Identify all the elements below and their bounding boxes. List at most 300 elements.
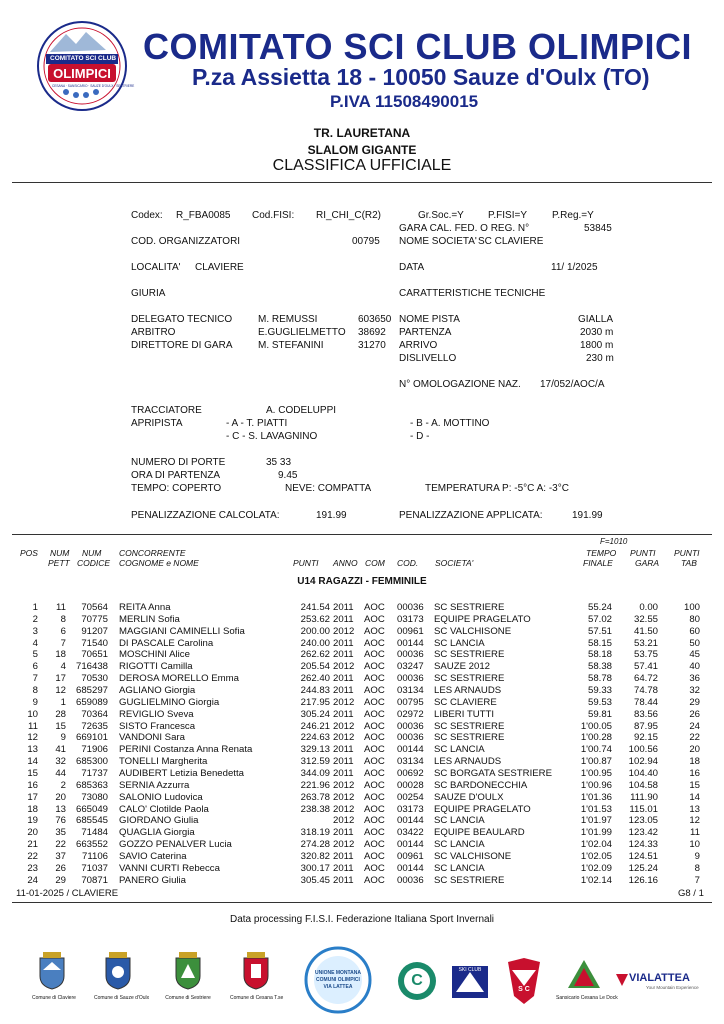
cell-punti: 262.62	[300, 649, 330, 661]
cell-com: AOC	[364, 851, 385, 863]
table-row	[0, 638, 724, 650]
dislivello-label: DISLIVELLO	[399, 353, 457, 364]
nome-soc-label: NOME SOCIETA'	[399, 236, 477, 247]
cell-cod: 03247	[397, 661, 424, 673]
divider-footer	[12, 902, 712, 903]
footer-page: G8 / 1	[678, 888, 704, 899]
c-logo-letter: C	[411, 972, 423, 989]
cell-cod: 00036	[397, 673, 424, 685]
cell-com: AOC	[364, 779, 385, 791]
cell-com: AOC	[364, 803, 385, 815]
cell-codice: 685300	[75, 756, 108, 768]
cell-cod: 00028	[397, 779, 424, 791]
cell-punti: 305.45	[300, 874, 330, 886]
footer-date-place: 11-01-2025 / CLAVIERE	[16, 888, 119, 899]
cell-punti: 253.62	[300, 613, 330, 625]
cell-codice: 659089	[75, 696, 108, 708]
cell-pos: 5	[32, 649, 38, 661]
cell-anno: 2011	[333, 874, 354, 886]
data-label: DATA	[399, 262, 425, 273]
codfisi-label: Cod.FISI:	[252, 210, 295, 221]
temperatura: TEMPERATURA P: -5°C A: -3°C	[425, 483, 569, 494]
hdr-pos: POS	[20, 548, 38, 558]
cell-societa: SC CLAVIERE	[434, 696, 497, 708]
cell-com: AOC	[364, 625, 385, 637]
cell-punti-tab: 100	[683, 602, 700, 613]
ora: 9.45	[278, 470, 298, 481]
cell-pett: 2	[60, 779, 66, 791]
cell-punti: 318.19	[300, 827, 330, 839]
delegato-label: DELEGATO TECNICO	[131, 314, 233, 325]
cell-cod: 00036	[397, 649, 424, 661]
cell-codice: 70651	[81, 649, 108, 661]
cell-tempo: 1'02.04	[580, 839, 612, 851]
ski-club-logo	[450, 964, 490, 1000]
cell-tempo: 58.18	[587, 649, 612, 661]
giuria-label: GIURIA	[131, 288, 166, 299]
hdr-concorrente-2: COGNOME e NOME	[119, 558, 199, 568]
codex-label: Codex:	[131, 210, 163, 221]
cell-pett: 76	[55, 815, 66, 827]
cell-punti-tab: 22	[689, 732, 700, 744]
cell-societa: SC SESTRIERE	[434, 732, 505, 744]
cell-tempo: 59.53	[587, 696, 612, 708]
cell-anno: 2012	[333, 839, 355, 851]
cell-tempo: 1'00.87	[580, 756, 612, 768]
cell-anno: 2011	[333, 602, 354, 613]
sestriere-crest	[164, 950, 212, 1001]
cell-punti-gara: 57.41	[633, 661, 658, 673]
cell-codice: 685297	[75, 685, 108, 697]
cell-codice: 669101	[75, 732, 108, 744]
tempo-label: TEMPO: COPERTO	[131, 483, 222, 494]
direttore-name: M. STEFANINI	[258, 340, 324, 351]
cell-punti-gara: 126.16	[628, 874, 658, 886]
cell-punti: 246.21	[300, 720, 330, 732]
cell-punti-gara: 0.00	[639, 602, 658, 613]
cell-com: AOC	[364, 613, 385, 625]
cell-anno: 2011	[333, 649, 354, 661]
sc-logo	[504, 956, 544, 1006]
cell-name: SERNIA Azzurra	[119, 779, 190, 791]
cell-punti: 224.63	[300, 732, 330, 744]
cell-cod: 00961	[397, 625, 424, 637]
unione-montana-logo	[304, 946, 372, 1014]
cesana-crest	[230, 950, 282, 1001]
cell-anno: 2011	[333, 851, 354, 863]
cell-com: AOC	[364, 720, 385, 732]
dislivello: 230 m	[586, 353, 614, 364]
cell-pett: 44	[55, 768, 66, 780]
cell-tempo: 59.33	[587, 685, 612, 697]
cell-tempo: 1'01.53	[580, 803, 612, 815]
cell-name: PANERO Giulia	[119, 874, 186, 886]
table-row	[0, 744, 724, 756]
table-row	[0, 851, 724, 863]
partenza: 2030 m	[580, 327, 614, 338]
hdr-pgara-1: PUNTI	[630, 548, 656, 558]
cell-societa: EQUIPE BEAULARD	[434, 827, 525, 839]
arbitro-code: 38692	[358, 327, 386, 338]
cell-com: AOC	[364, 673, 385, 685]
hdr-ptab-1: PUNTI	[674, 548, 700, 558]
cell-punti: 263.78	[300, 791, 330, 803]
sauze-label: Comune di Sauze d'Oulx	[94, 995, 150, 1001]
cell-pos: 13	[27, 744, 38, 756]
table-row	[0, 863, 724, 875]
cesana-label: Comune di Cesana T.se	[230, 995, 284, 1001]
hdr-num-cod-2: CODICE	[77, 558, 111, 568]
cell-punti-tab: 14	[689, 791, 700, 803]
cell-com: AOC	[364, 874, 385, 886]
apripista-label: APRIPISTA	[131, 418, 183, 429]
cell-punti-gara: 124.33	[628, 839, 658, 851]
cell-tempo: 1'02.14	[580, 874, 612, 886]
cell-punti-gara: 87.95	[633, 720, 658, 732]
cell-cod: 00795	[397, 696, 424, 708]
cell-pett: 7	[60, 637, 66, 649]
cell-pett: 22	[55, 839, 66, 851]
cell-cod: 00036	[397, 602, 424, 613]
cell-pos: 9	[32, 696, 38, 708]
vialattea-label: VIALATTEA	[629, 972, 690, 984]
ora-label: ORA DI PARTENZA	[131, 470, 221, 481]
cell-anno: 2012	[333, 815, 355, 827]
vialattea-logo	[616, 972, 712, 1002]
codex: R_FBA0085	[176, 210, 231, 221]
table-row	[0, 685, 724, 697]
cell-name: SAVIO Caterina	[119, 851, 187, 863]
cell-punti: 344.09	[300, 768, 330, 780]
sauze-crest	[94, 950, 150, 1001]
hdr-cod: COD.	[397, 558, 419, 568]
cell-societa: SC LANCIA	[434, 839, 485, 851]
cell-societa: SC LANCIA	[434, 637, 485, 649]
cell-punti-tab: 8	[694, 862, 700, 874]
cell-societa: SC VALCHISONE	[434, 851, 512, 863]
cell-pett: 8	[60, 613, 66, 625]
cell-punti: 305.24	[300, 708, 330, 720]
cell-pos: 16	[27, 779, 38, 791]
cell-pos: 23	[27, 862, 38, 874]
cell-punti: 221.96	[300, 779, 330, 791]
cell-punti-tab: 36	[689, 673, 700, 685]
table-row	[0, 875, 724, 887]
hdr-concorrente-1: CONCORRENTE	[119, 548, 186, 558]
cell-name: SALONIO Ludovica	[119, 791, 203, 803]
cell-anno: 2011	[333, 673, 354, 685]
cell-pett: 29	[55, 874, 66, 886]
omologazione-label: N° OMOLOGAZIONE NAZ.	[399, 379, 521, 390]
caratteristiche-label: CARATTERISTICHE TECNICHE	[399, 288, 546, 299]
cell-cod: 00144	[397, 744, 424, 756]
cell-punti-gara: 125.24	[628, 862, 658, 874]
cell-codice: 70871	[81, 874, 108, 886]
hdr-punti: PUNTI	[293, 558, 319, 568]
cell-tempo: 1'00.95	[580, 768, 612, 780]
cell-tempo: 57.02	[587, 613, 612, 625]
cell-com: AOC	[364, 862, 385, 874]
cell-anno: 2011	[333, 862, 354, 874]
cell-codice: 685545	[75, 815, 108, 827]
cell-com: AOC	[364, 708, 385, 720]
cell-punti: 241.54	[300, 602, 330, 613]
hdr-pgara-2: GARA	[635, 558, 660, 568]
cell-punti-gara: 41.50	[633, 625, 658, 637]
cell-tempo: 59.81	[587, 708, 612, 720]
arbitro-label: ARBITRO	[131, 327, 176, 338]
table-row	[0, 709, 724, 721]
cell-anno: 2011	[333, 685, 354, 697]
cell-punti: 240.00	[300, 637, 330, 649]
cell-codice: 91207	[81, 625, 108, 637]
table-row	[0, 839, 724, 851]
cell-anno: 2011	[333, 708, 354, 720]
cell-anno: 2012	[333, 661, 355, 673]
cell-tempo: 1'02.05	[580, 851, 612, 863]
arrivo-label: ARRIVO	[399, 340, 438, 351]
cell-societa: SC LANCIA	[434, 862, 485, 874]
cell-codice: 71737	[81, 768, 108, 780]
cell-cod: 00144	[397, 637, 424, 649]
cell-punti: 244.83	[300, 685, 330, 697]
cell-com: AOC	[364, 696, 385, 708]
cell-punti-tab: 16	[689, 768, 700, 780]
cell-tempo: 58.78	[587, 673, 612, 685]
pista: GIALLA	[578, 314, 614, 325]
cell-punti-gara: 53.21	[633, 637, 658, 649]
cell-pett: 4	[60, 661, 66, 673]
cell-punti-tab: 24	[689, 720, 700, 732]
cell-com: AOC	[364, 602, 385, 613]
cell-name: DI PASCALE Carolina	[119, 637, 214, 649]
cell-societa: SC BORGATA SESTRIERE	[434, 768, 552, 780]
cell-pos: 21	[27, 839, 38, 851]
delegato-name: M. REMUSSI	[258, 314, 318, 325]
cell-name: TONELLI Margherita	[119, 756, 208, 768]
cell-societa: SAUZE 2012	[434, 661, 490, 673]
cell-pos: 15	[27, 768, 38, 780]
table-row	[0, 815, 724, 827]
cell-name: GUGLIELMINO Giorgia	[119, 696, 220, 708]
cell-tempo: 58.38	[587, 661, 612, 673]
cell-tempo: 1'01.36	[580, 791, 612, 803]
cell-punti-tab: 40	[689, 661, 700, 673]
c-logo	[396, 960, 438, 1002]
pista-label: NOME PISTA	[399, 314, 460, 325]
cell-punti-gara: 78.44	[633, 696, 658, 708]
cell-punti-gara: 124.51	[628, 851, 658, 863]
cell-pos: 20	[27, 827, 38, 839]
neve-label: NEVE: COMPATTA	[285, 483, 372, 494]
cell-punti-tab: 11	[690, 827, 700, 839]
logo-top-text: COMITATO SCI CLUB	[50, 55, 117, 62]
cell-cod: 00036	[397, 874, 424, 886]
cell-anno: 2011	[333, 827, 354, 839]
cell-anno: 2012	[333, 779, 355, 791]
cod-org-label: COD. ORGANIZZATORI	[131, 236, 241, 247]
cell-punti: 320.82	[300, 851, 330, 863]
cell-name: QUAGLIA Giorgia	[119, 827, 195, 839]
direttore-label: DIRETTORE DI GARA	[131, 340, 233, 351]
pen-appl-label: PENALIZZAZIONE APPLICATA:	[399, 510, 543, 521]
cell-pos: 6	[32, 661, 38, 673]
cell-cod: 00036	[397, 720, 424, 732]
vialattea-sub: Your Mountain Experience	[646, 985, 699, 990]
cell-pos: 4	[32, 637, 38, 649]
cell-name: SISTO Francesca	[119, 720, 196, 732]
cell-name: GIORDANO Giulia	[119, 815, 199, 827]
cell-codice: 71484	[81, 827, 108, 839]
cell-punti-tab: 15	[689, 779, 700, 791]
ski-club-label: SKI CLUB	[458, 967, 482, 973]
race-classification: CLASSIFICA UFFICIALE	[272, 157, 452, 174]
header-piva: P.IVA 11508490015	[330, 92, 479, 111]
hdr-num-pett-2: PETT	[48, 558, 70, 568]
cell-punti-gara: 74.78	[633, 685, 658, 697]
cell-tempo: 1'01.99	[580, 827, 612, 839]
cell-pos: 10	[27, 708, 38, 720]
cell-societa: SC LANCIA	[434, 744, 485, 756]
cell-codice: 71037	[81, 862, 108, 874]
claviere-label: Comune di Claviere	[32, 995, 76, 1001]
cell-com: AOC	[364, 791, 385, 803]
cod-org: 00795	[352, 236, 380, 247]
cell-pett: 6	[60, 625, 66, 637]
cell-pos: 22	[27, 851, 38, 863]
cell-name: RIGOTTI Camilla	[119, 661, 193, 673]
localita: CLAVIERE	[195, 262, 244, 273]
cell-punti-gara: 83.56	[633, 708, 658, 720]
cell-cod: 00144	[397, 839, 424, 851]
table-row	[0, 768, 724, 780]
unione-montana-label: UNIONE MONTANA COMUNI OLIMPICI VIA LATTEA	[314, 970, 361, 990]
category-title: U14 RAGAZZI - FEMMINILE	[297, 576, 427, 587]
cell-codice: 71540	[81, 637, 108, 649]
cell-com: AOC	[364, 649, 385, 661]
cell-societa: EQUIPE PRAGELATO	[434, 803, 531, 815]
table-row	[0, 721, 724, 733]
cell-cod: 00961	[397, 851, 424, 863]
nome-soc: SC CLAVIERE	[478, 236, 544, 247]
cell-punti-tab: 10	[689, 839, 700, 851]
table-row	[0, 649, 724, 661]
cell-com: AOC	[364, 839, 385, 851]
cell-pett: 17	[55, 673, 66, 685]
cell-name: MAGGIANI CAMINELLI Sofia	[119, 625, 245, 637]
cell-tempo: 1'00.96	[580, 779, 612, 791]
porte-label: NUMERO DI PORTE	[131, 457, 226, 468]
cell-punti-gara: 104.40	[628, 768, 658, 780]
apripista-a: - A - T. PIATTI	[226, 418, 288, 429]
hdr-num-cod-1: NUM	[82, 548, 102, 558]
cell-com: AOC	[364, 685, 385, 697]
cell-cod: 03173	[397, 613, 424, 625]
porte: 35 33	[266, 457, 292, 468]
cell-tempo: 1'00.05	[580, 720, 612, 732]
omologazione: 17/052/AOC/A	[540, 379, 605, 390]
cell-pett: 1	[60, 696, 66, 708]
gara-cal: 53845	[584, 223, 612, 234]
cell-societa: SC SESTRIERE	[434, 673, 505, 685]
cell-punti-tab: 13	[689, 803, 700, 815]
cell-societa: SC BARDONECCHIA	[434, 779, 528, 791]
cell-cod: 00692	[397, 768, 424, 780]
cell-punti-tab: 20	[689, 744, 700, 756]
table-row	[0, 602, 724, 614]
cell-com: AOC	[364, 827, 385, 839]
cell-punti-tab: 60	[689, 625, 700, 637]
cell-name: VANDONI Sara	[119, 732, 185, 744]
cell-anno: 2011	[333, 768, 354, 780]
cell-anno: 2012	[333, 696, 355, 708]
cell-anno: 2012	[333, 803, 355, 815]
delegato-code: 603650	[358, 314, 392, 325]
table-row	[0, 827, 724, 839]
cell-pos: 18	[27, 803, 38, 815]
cell-punti: 238.38	[300, 803, 330, 815]
cell-cod: 00144	[397, 862, 424, 874]
cell-pett: 35	[55, 827, 66, 839]
cell-tempo: 1'00.28	[580, 732, 612, 744]
table-row	[0, 792, 724, 804]
cell-punti-gara: 64.72	[633, 673, 658, 685]
table-row	[0, 697, 724, 709]
cell-societa: SC SESTRIERE	[434, 602, 505, 613]
cell-codice: 70530	[81, 673, 108, 685]
apripista-d: - D -	[410, 431, 430, 442]
cell-com: AOC	[364, 744, 385, 756]
cell-cod: 00254	[397, 791, 424, 803]
cell-pett: 15	[55, 720, 66, 732]
cell-tempo: 1'02.09	[580, 862, 612, 874]
apripista-c: - C - S. LAVAGNINO	[226, 431, 318, 442]
cell-punti-tab: 80	[689, 613, 700, 625]
cell-name: REVIGLIO Sveva	[119, 708, 194, 720]
cell-name: DEROSA MORELLO Emma	[119, 673, 239, 685]
cell-pos: 7	[32, 673, 38, 685]
cell-punti: 262.40	[300, 673, 330, 685]
tracciatore: A. CODELUPPI	[266, 405, 337, 416]
cell-pett: 28	[55, 708, 66, 720]
direttore-code: 31270	[358, 340, 386, 351]
sc-logo-label: S C	[518, 986, 530, 993]
pfisi: P.FISI=Y	[488, 210, 528, 221]
codfisi: RI_CHI_C(R2)	[316, 210, 382, 221]
cell-societa: SC SESTRIERE	[434, 720, 505, 732]
cell-pett: 13	[55, 803, 66, 815]
cell-codice: 71106	[82, 851, 108, 863]
cell-name: PERINI Costanza Anna Renata	[119, 744, 253, 756]
partenza-label: PARTENZA	[399, 327, 452, 338]
cell-codice: 72635	[81, 720, 108, 732]
cell-punti-gara: 32.55	[633, 613, 658, 625]
race-name: TR. LAURETANA	[313, 126, 411, 140]
cell-codice: 70775	[81, 613, 108, 625]
table-row	[0, 661, 724, 673]
race-discipline: SLALOM GIGANTE	[307, 143, 417, 157]
cell-punti-gara: 100.56	[628, 744, 658, 756]
cell-pett: 11	[56, 602, 66, 613]
cell-tempo: 57.51	[587, 625, 612, 637]
logo-ring-text: CESANA · SANSICARIO · SAUZE D'OULX · SESTRIERE	[52, 84, 135, 88]
cell-codice: 70564	[81, 602, 108, 613]
cell-punti-gara: 115.01	[629, 803, 658, 815]
arrivo: 1800 m	[580, 340, 614, 351]
cell-punti-tab: 12	[689, 815, 700, 827]
cell-pett: 41	[55, 744, 66, 756]
gara-cal-label: GARA CAL. FED. O REG. N°	[399, 223, 530, 234]
